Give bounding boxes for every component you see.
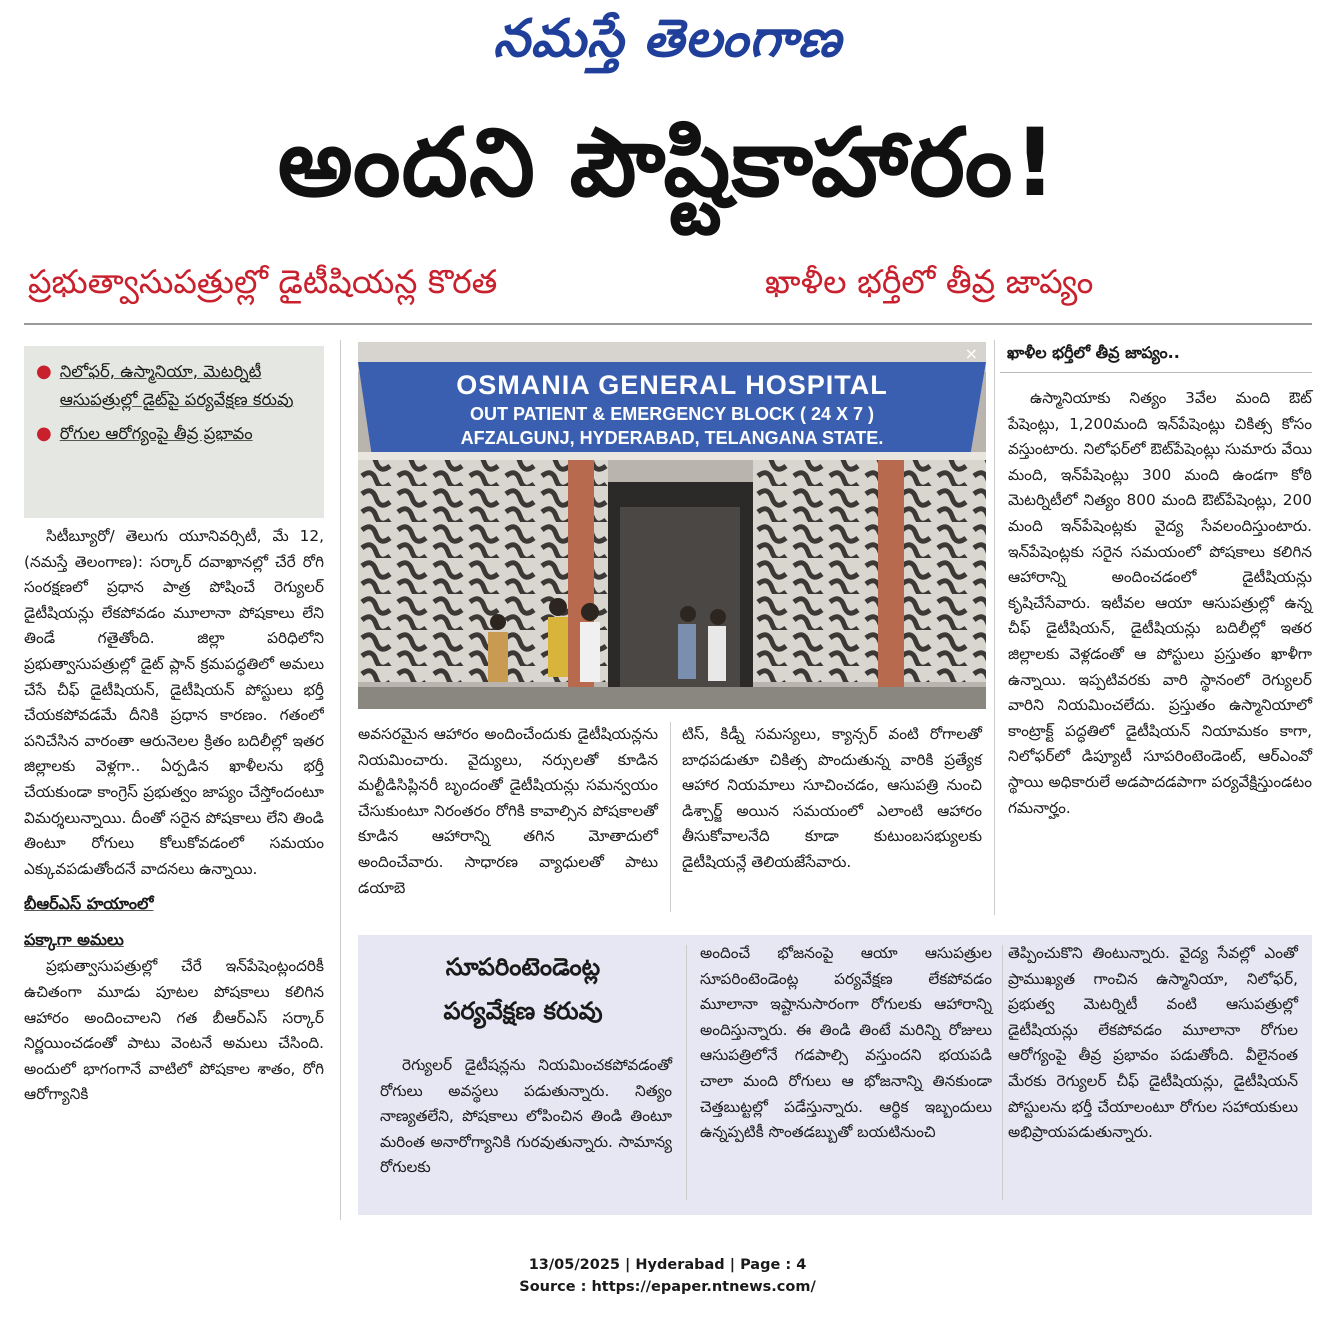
article-paragraph: రెగ్యులర్‌ డైటీషన్లను నియమించకపోవడంతో రోగులు అవస్థలు పడుతున్నారు. నిత్యం నాణ్యతలేని, పోషకాలు లోపించిన తిండి తింటూ మరింత అనారోగ్యానికి గురవుతున్నారు. సామాన్య రోగులకు <box>380 1056 672 1177</box>
hospital-sign-title: OSMANIA GENERAL HOSPITAL <box>456 370 888 400</box>
header-rule <box>24 323 1312 325</box>
box-column-3 <box>1008 941 1298 1146</box>
bullet-icon: ● <box>36 423 52 444</box>
column-divider <box>994 340 995 915</box>
bullet-icon: ● <box>36 361 52 382</box>
column-divider <box>686 945 687 1200</box>
article-paragraph: అందించే భోజనంపై ఆయా ఆసుపత్రుల సూపరింటెండెంట్ల పర్యవేక్షణ లేకపోవడం మూలానా ఇష్టానుసారంగా రోగులకు ఆహారాన్ని అందిస్తున్నారు. ఈ తిండి తింటే మరిన్ని రోజులు ఆసుపత్రిలోనే గడపాల్సి వస్తుందని భయపడి చాలా మంది రోగులు ఆ భోజనాన్ని తినకుండా చెత్తబుట్టల్లో పడేస్తున్నారు. ఆర్థిక ఇబ్బందులు ఉన్నప్పటికీ సొంతడబ్బుతో బయటినుంచి <box>700 944 992 1142</box>
column-divider <box>1002 945 1003 1200</box>
section-subhead: బీఆర్‌ఎస్‌ హయాంలో <box>24 894 154 914</box>
box-heading: సూపరింటెండెంట్ల పర్యవేక్షణ కరువు <box>443 953 603 1025</box>
article-column-1 <box>24 524 324 1224</box>
column-divider <box>670 722 671 912</box>
article-paragraph: టిస్‌, కిడ్నీ సమస్యలు, క్యాన్సర్‌ వంటి రోగాలతో బాధపడుతూ చికిత్స పొందుతున్న వారికి ప్రత్యేక ఆహార నియమాలు సూచించడం, ఆసుపత్రి నుంచి డిశ్చార్జ్‌ అయిన సమయంలో ఎలాంటి ఆహారం తీసుకోవాలనేది కూడా కుటుంబసభ్యులకు డైటీషియన్లే తెలియజేసేవారు. <box>682 725 982 871</box>
hospital-sign-line: AFZALGUNJ, HYDERABAD, TELANGANA STATE. <box>460 428 884 448</box>
article-paragraph: సిటీబ్యూరో/ తెలుగు యూనివర్సిటీ, మే 12,(నమస్తే తెలంగాణ): సర్కార్‌ దవాఖానల్లో చేరే రోగి సంరక్షణలో ప్రధాన పాత్ర పోషించే రెగ్యులర్‌ డైటీషియన్లు లేకపోవడం మూలానా పోషకాలు లేని తిండే గతైతోంది. జిల్లా పరిధిలోని ప్రభుత్వాసుపత్రుల్లో డైట్‌ ప్లాన్‌ క్రమపద్ధతిలో అమలు చేసే చీఫ్‌ డైటీషియన్‌, డైటీషియన్‌ పోస్టులు భర్తీ చేయకపోవడమే దీనికి ప్రధాన కారణం. గతంలో పనిచేసిన వారంతా ఆరునెలల క్రితం బదిలీల్లో ఇతర జిల్లాలకు వెళ్లగా.. ఏర్పడిన ఖాళీలను భర్తీ చేయకుండా కాంగ్రెస్‌ ప్రభుత్వం జాప్యం చేస్తోందంటూ విమర్శలున్నాయి. దీంతో సరైన పోషకాలు లేని తిండి తింటూ రోగులు కోలుకోవడంలో సమయం ఎక్కువపడుతోందనే వాదనలు ఉన్నాయి. <box>24 527 324 878</box>
page-footer <box>0 1254 1335 1298</box>
highlights-box <box>24 346 324 518</box>
footer-date-line: 13/05/2025 | Hyderabad | Page : 4 <box>528 1257 807 1273</box>
headline: అందని పౌష్టికాహారం! <box>277 109 1058 218</box>
article-paragraph: తెప్పించుకొని తింటున్నారు. వైద్య సేవల్లో ఎంతో ప్రాముఖ్యత గాంచిన ఉస్మానియా, నిలోఫర్‌, ప్రభుత్వ మెటర్నిటీ వంటి ఆసుపత్రుల్లో డైటీషియన్లు లేకపోవడం మూలానా రోగుల ఆరోగ్యంపై తీవ్ర ప్రభావం పడుతోంది. వీలైనంత మేరకు రెగ్యులర్‌ చీఫ్‌ డైటీషియన్లు, డైటీషియన్‌ పోస్టులను భర్తీ చేయాలంటూ రోగుల సహాయకులు అభిప్రాయపడుతున్నారు. <box>1008 944 1298 1142</box>
article-column-3 <box>682 722 982 876</box>
article-paragraph: ఉస్మానియాకు నిత్యం 3వేల మంది ఔట్‌ పేషెంట్లు, 1,200మంది ఇన్‌పేషెంట్లు చికిత్స కోసం వస్తుంటారు. నిలోఫర్‌లో ఔట్‌పేషెంట్లు సుమారు వేయి మంది, ఇన్‌పేషెంట్లు 300 మంది ఉండగా కోఠి మెటర్నిటీలో నిత్యం 800 మంది ఔట్‌పేషెంట్లు, 200 మంది ఇన్‌పేషెంట్లకు వైద్య సేవలందిస్తుంటారు. ఇన్‌పేషెంట్లకు సరైన సమయంలో పోషకాలు కలిగిన ఆహారాన్ని అందించడంలో డైటీషియన్లు కృషిచేసేవారు. ఇటీవల ఆయా ఆసుపత్రుల్లో ఉన్న చీఫ్‌ డైటీషియన్‌, డైటీషియన్లు బదిలీల్లో ఇతర జిల్లాలకు వెళ్లడంతో ఆ పోస్టులు ప్రస్తుతం ఖాళీగా ఉన్నాయి. ఇప్పటివరకు వారి స్థానంలో రెగ్యులర్‌ వారిని నియమించలేదు. ప్రస్తుతం ఉస్మానియాలో కాంట్రాక్ట్‌ పద్ధతిలో డైటీషియన్‌ నియామకం కాగా, నిలోఫర్‌లో డిప్యూటీ సూపరింటెండెంట్‌, ఆర్‌ఎంవో స్థాయి అధికారులే అడపాదడపాగా పర్యవేక్షిస్తుండటం గమనార్హం. <box>1008 389 1312 817</box>
box-column-1 <box>380 1053 672 1181</box>
section-subhead: పక్కాగా అమలు <box>24 930 124 950</box>
article-paragraph: అవసరమైన ఆహారం అందించేందుకు డైటీషియన్లను నియమించారు. వైద్యులు, నర్సులతో కూడిన మల్టీడిసిప్లినరీ బృందంతో డైటీషియన్లు సమన్వయం చేసుకుంటూ నిరంతరం రోగికి కావాల్సిన పోషకాలతో కూడిన ఆహారాన్ని తగిన మోతాదులో అందించేవారు. సాధారణ వ్యాధులతో పాటు డయాబె <box>358 725 658 897</box>
subhead-right: ఖాళీల భర్తీలో తీవ్ర జాప్యం <box>765 262 1094 301</box>
subhead-left: ప్రభుత్వాసుపత్రుల్లో డైటీషియన్ల కొరత <box>28 262 498 301</box>
column-divider <box>340 340 341 1220</box>
close-icon[interactable]: × <box>964 344 978 363</box>
highlight-item: ● రోగుల ఆరోగ్యంపై తీవ్ర ప్రభావం <box>24 420 324 448</box>
masthead-logo: నమస్తే తెలంగాణ <box>493 8 842 69</box>
box-column-2 <box>700 941 992 1146</box>
article-column-2 <box>358 722 658 901</box>
hospital-sign-line: OUT PATIENT & EMERGENCY BLOCK ( 24 X 7 ) <box>469 404 875 424</box>
subhead-rule <box>1000 372 1312 373</box>
sidebar-box <box>358 935 1312 1215</box>
article-column-4 <box>1008 386 1312 821</box>
footer-source-line[interactable]: Source : https://epaper.ntnews.com/ <box>519 1279 816 1295</box>
section-subhead: ఖాళీల భర్తీలో తీవ్ర జాప్యం.. <box>1007 343 1180 362</box>
highlight-item: ● నిలోఫర్‌, ఉస్మానియా, మెటర్నిటీ ఆసుపత్రుల్లో డైట్‌పై పర్యవేక్షణ కరువు <box>24 358 324 414</box>
article-paragraph: ప్రభుత్వాసుపత్రుల్లో చేరే ఇన్‌పేషెంట్లందరికీ ఉచితంగా మూడు పూటల పోషకాలు కలిగిన ఆహారం అందించాలని గత బీఆర్‌ఎస్‌ సర్కార్‌ నిర్ణయించడంతో పాటు వెంటనే అమలు చేసింది. అందులో భాగంగానే వాటిలో పోషకాల శాతం, రోగి ఆరోగ్యానికి <box>24 957 324 1104</box>
hospital-photo <box>358 342 986 709</box>
